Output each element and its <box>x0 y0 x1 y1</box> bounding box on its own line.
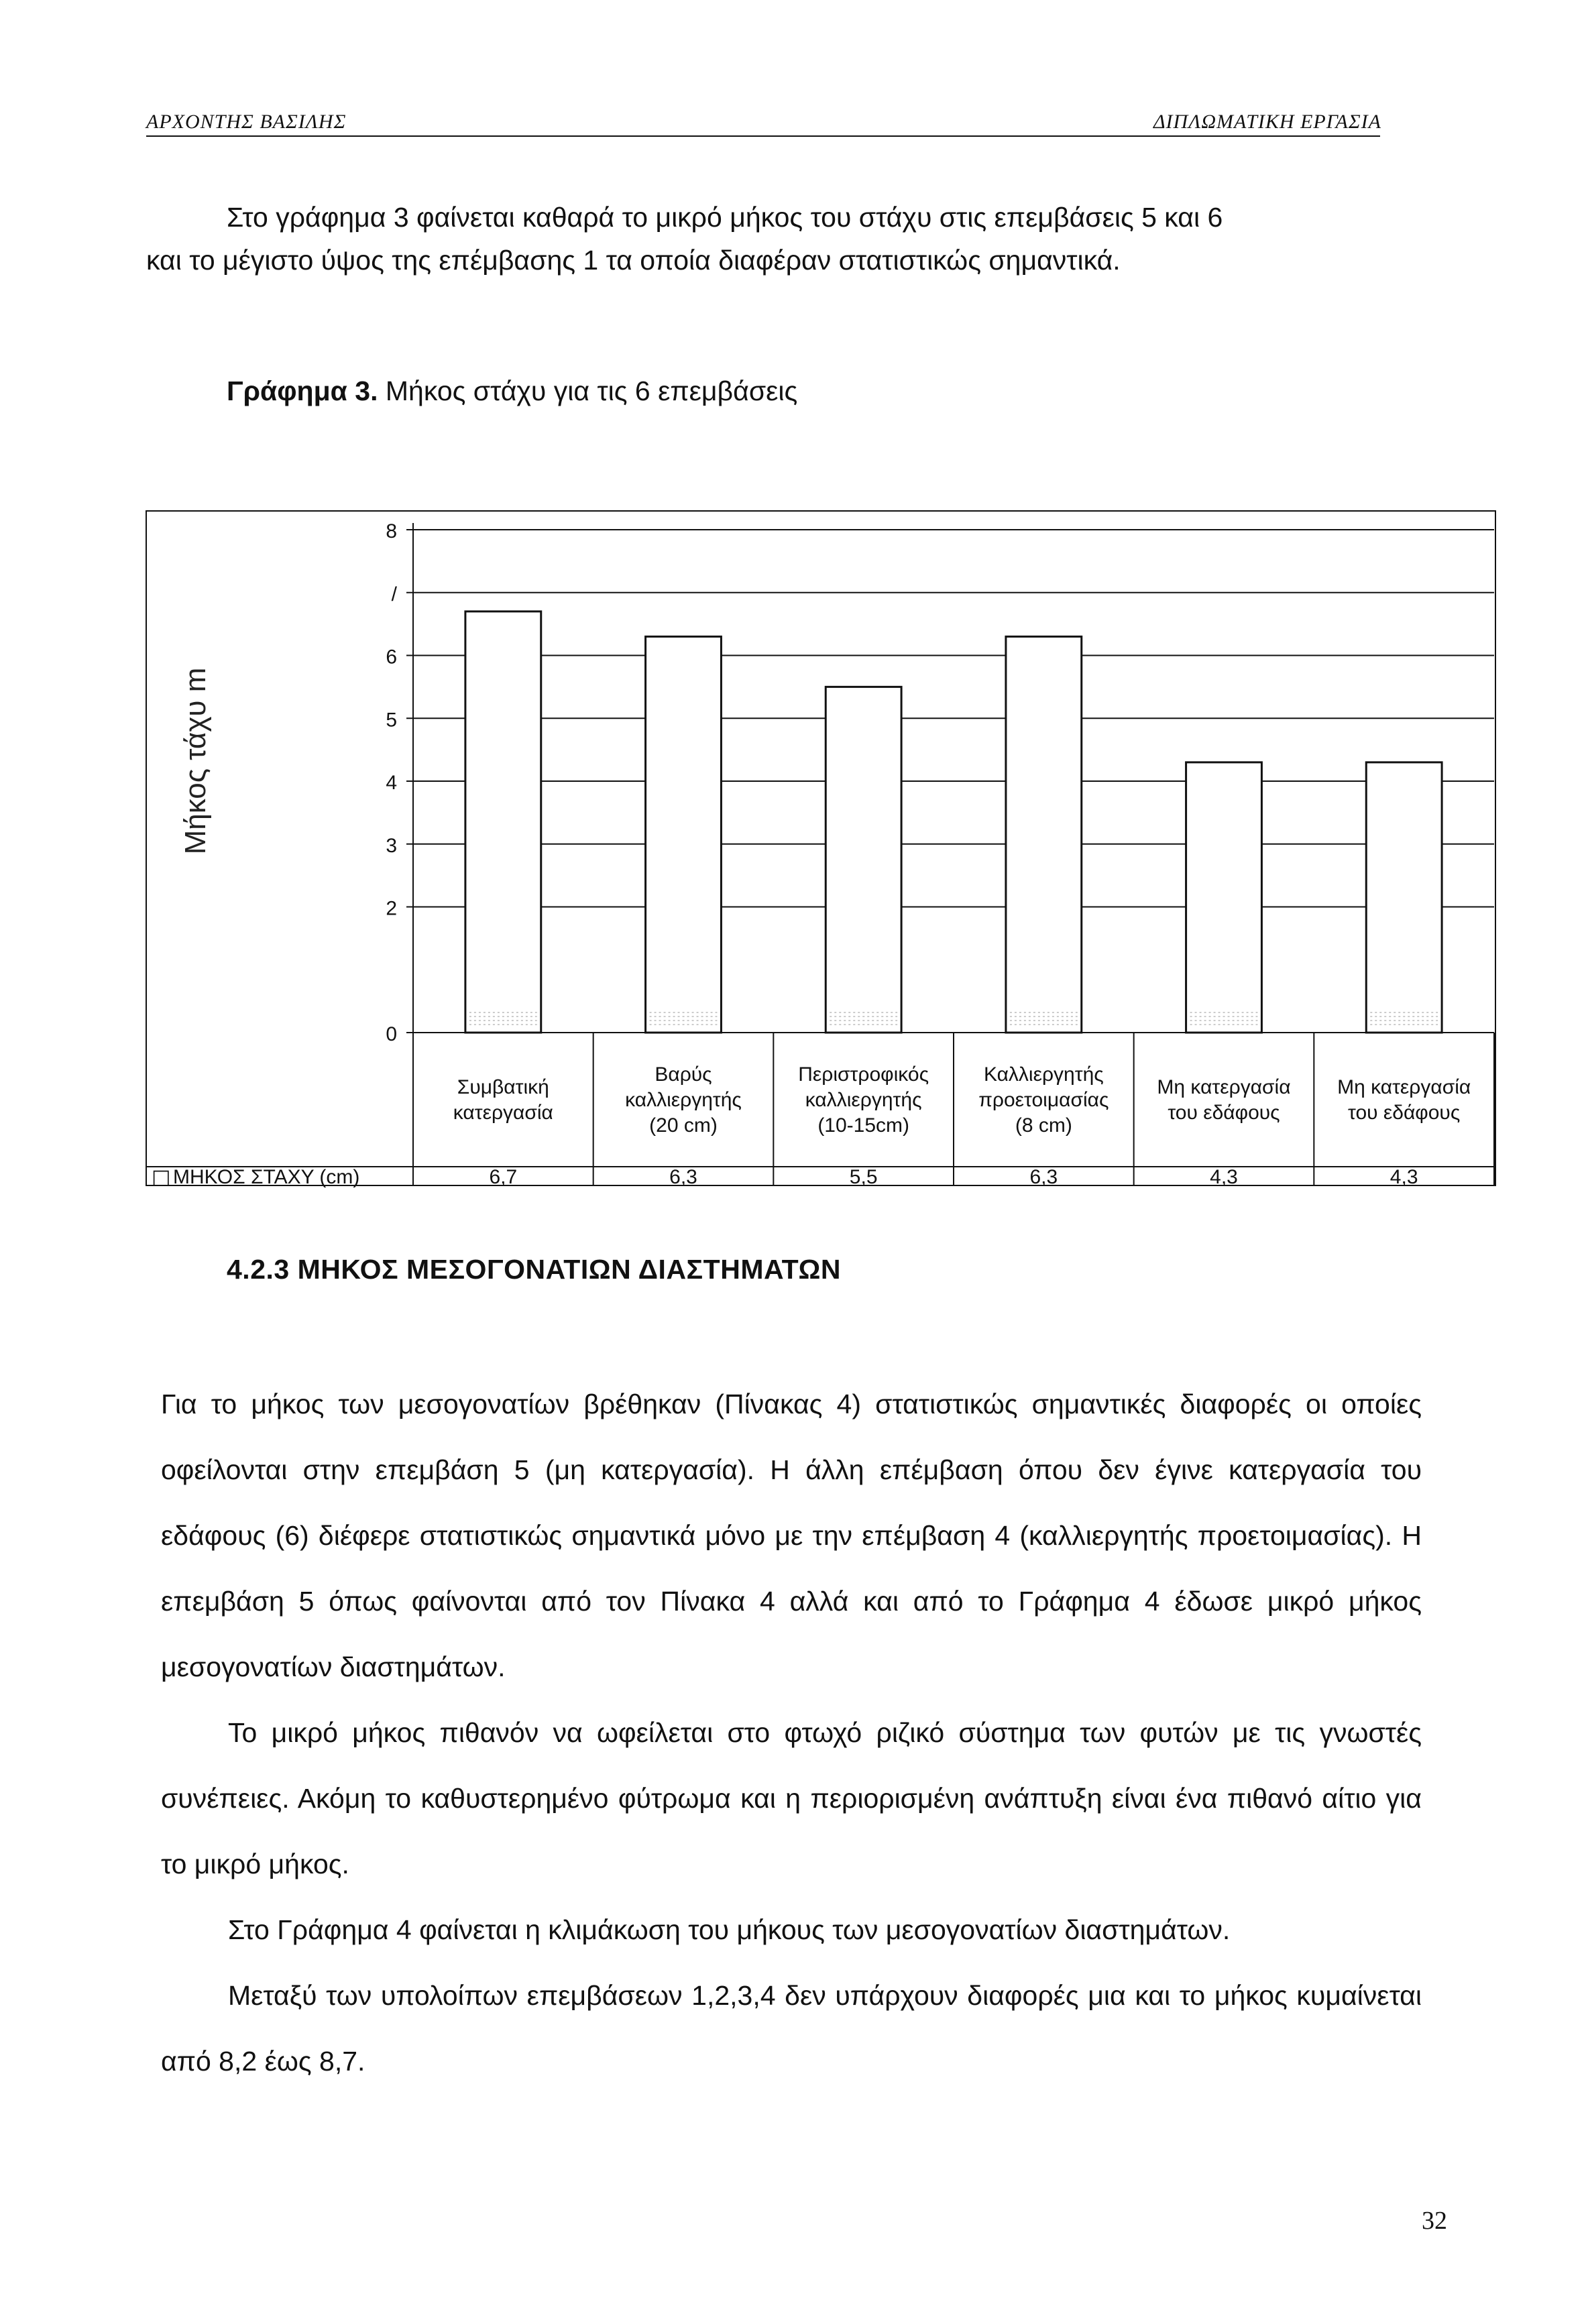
data-table-value: 5,5 <box>849 1166 878 1188</box>
bar-3 <box>826 687 901 1033</box>
data-table-value: 6,3 <box>669 1166 697 1188</box>
data-table-value: 6,3 <box>1029 1166 1058 1188</box>
body-paragraph-3: Στο Γράφημα 4 φαίνεται η κλιμάκωση του μήκους των μεσογονατίων διαστημάτων. <box>228 1914 1231 1945</box>
header-rule <box>146 135 1380 137</box>
y-tick-label: 8 <box>386 520 397 542</box>
body-paragraph-1: Για το μήκος των μεσογονατίων βρέθηκαν (Πίνακας 4) στατιστικώς σημαντικές διαφορές οι οποίες οφείλονται στην επεμβάση 5 (μη κατεργασία). Η άλλη επέμβαση όπου δεν έγινε κατεργασία του εδάφους (6) διέφερε στατιστικώς σημαντικά μόνο με την επέμβαση 4 (καλλιεργητής προετοιμασίας). Η επεμβάση 5 όπως φαίνονται από τον Πίνακα 4 αλλά και από το Γράφημα 4 έδωσε μικρό μήκος μεσογονατίων διαστημάτων. <box>161 1389 1422 1682</box>
category-label: Συμβατική <box>457 1076 549 1098</box>
figure-caption <box>227 375 797 407</box>
intro-line-1: Στο γράφημα 3 φαίνεται καθαρά το μικρό μήκος του στάχυ στις επεμβάσεις 5 και 6 <box>227 202 1223 233</box>
bar-chart <box>145 510 1499 1194</box>
y-tick-label: 6 <box>386 646 397 669</box>
data-table-value: 4,3 <box>1210 1166 1238 1188</box>
category-label: Βαρύς <box>655 1063 712 1086</box>
category-label: Μη κατεργασία <box>1157 1076 1291 1098</box>
bar-2 <box>646 636 722 1033</box>
category-label: Περιστροφικός <box>798 1063 929 1086</box>
category-label: του εδάφους <box>1168 1102 1280 1124</box>
y-tick-label: / <box>391 583 397 605</box>
bar-5 <box>1186 762 1262 1033</box>
body-text <box>161 1371 1422 2094</box>
data-table-value: 6,7 <box>489 1166 518 1188</box>
category-label: (20 cm) <box>649 1114 718 1137</box>
category-label: (8 cm) <box>1015 1114 1072 1137</box>
section-heading: 4.2.3 ΜΗΚΟΣ ΜΕΣΟΓΟΝΑΤΙΩΝ ΔΙΑΣΤΗΜΑΤΩΝ <box>227 1254 841 1285</box>
category-label: του εδάφους <box>1348 1102 1461 1124</box>
y-tick-label: 2 <box>386 897 397 920</box>
running-header-author: ΑΡΧΟΝΤΗΣ ΒΑΣΙΛΗΣ <box>146 111 347 133</box>
category-label: Μη κατεργασία <box>1337 1076 1471 1098</box>
legend-marker-icon: □ <box>152 1165 171 1189</box>
bar-6 <box>1366 762 1442 1033</box>
y-tick-label: 4 <box>386 772 397 794</box>
chart-category-labels <box>413 1033 1494 1185</box>
data-table-value: 4,3 <box>1390 1166 1418 1188</box>
category-label: προετοιμασίας <box>978 1089 1109 1111</box>
category-label: κατεργασία <box>453 1102 553 1124</box>
page-number: 32 <box>1422 2207 1447 2235</box>
chart-bars <box>465 612 1442 1033</box>
series-name: ΜΗΚΟΣ ΣΤΑΧΥ (cm) <box>173 1166 360 1188</box>
chart-y-axis <box>179 520 413 1167</box>
figure-label: Γράφημα 3. <box>227 375 378 406</box>
category-label: καλλιεργητής <box>625 1089 742 1111</box>
bar-1 <box>465 612 541 1033</box>
figure-title: Μήκος στάχυ για τις 6 επεμβάσεις <box>385 375 798 406</box>
body-paragraph-4: Μεταξύ των υπολοίπων επεμβάσεων 1,2,3,4 δεν υπάρχουν διαφορές μια και το μήκος κυμαίνεται από 8,2 έως 8,7. <box>161 1980 1422 2077</box>
y-tick-label: 0 <box>386 1023 397 1045</box>
body-paragraph-2: Το μικρό μήκος πιθανόν να ωφείλεται στο φτωχό ριζικό σύστημα των φυτών με τις γνωστές συνέπειες. Ακόμη το καθυστερημένο φύτρωμα και η περιορισμένη ανάπτυξη είναι ένα πιθανό αίτιο για το μικρό μήκος. <box>161 1717 1422 1879</box>
category-label: (10-15cm) <box>817 1114 910 1137</box>
category-label: καλλιεργητής <box>805 1089 922 1111</box>
running-header-title: ΔΙΠΛΩΜΑΤΙΚΗ ΕΡΓΑΣΙΑ <box>1153 111 1381 133</box>
y-tick-label: 3 <box>386 834 397 857</box>
bar-4 <box>1006 636 1082 1033</box>
intro-line-2: και το μέγιστο ύψος της επέμβασης 1 τα οποία διαφέραν στατιστικώς σημαντικά. <box>146 245 1121 276</box>
category-label: Καλλιεργητής <box>983 1063 1104 1086</box>
y-axis-title: Μήκος τάχυ m <box>179 667 212 855</box>
intro-paragraph <box>146 196 1434 282</box>
y-tick-label: 5 <box>386 709 397 732</box>
chart-grid <box>406 530 1494 1033</box>
